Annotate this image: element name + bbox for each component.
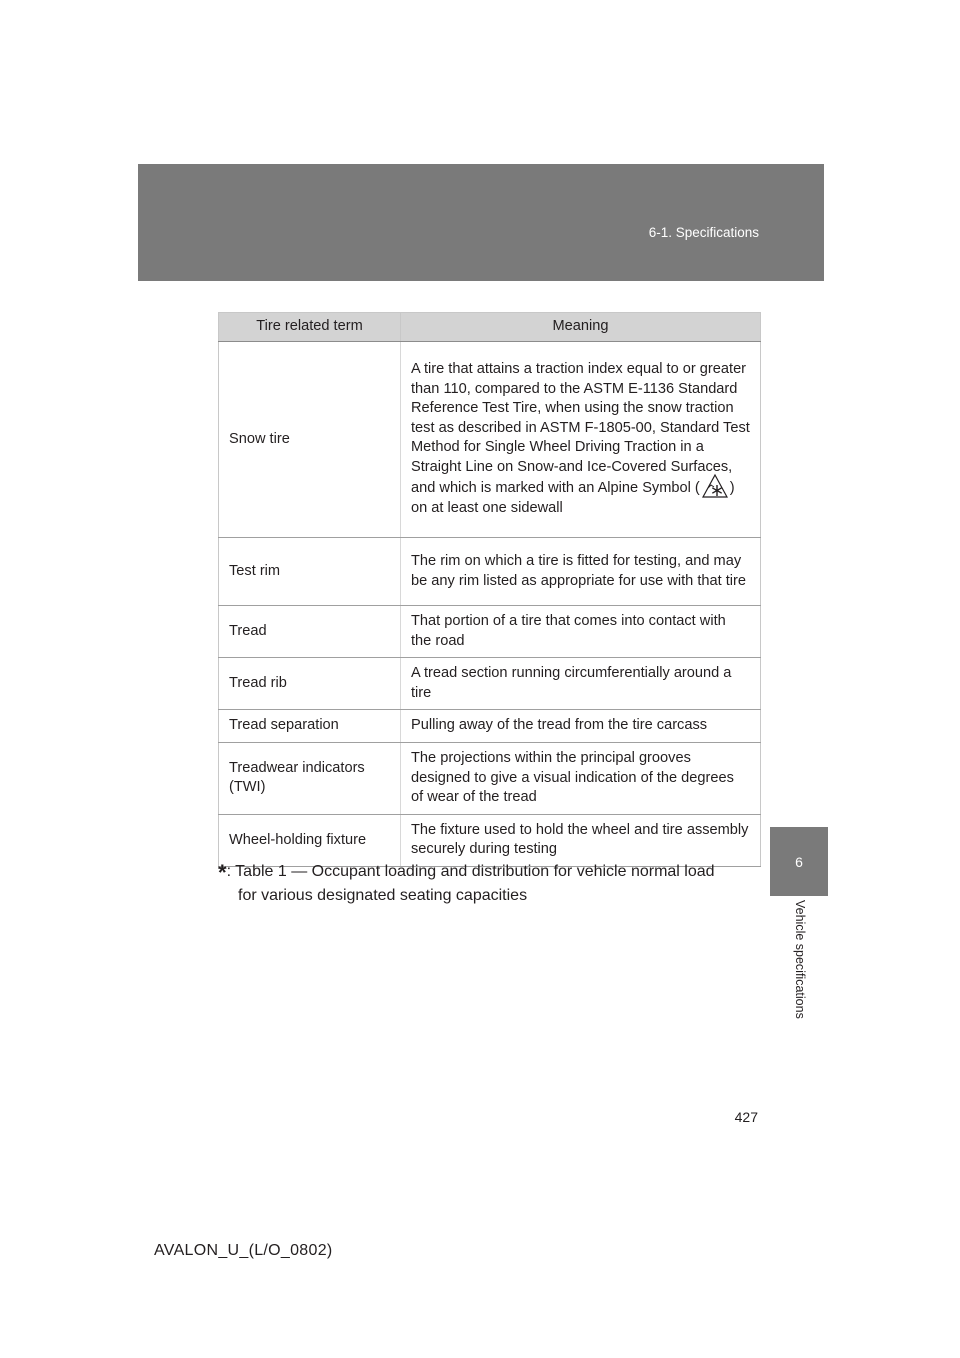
document-id: AVALON_U_(L/O_0802) [154, 1242, 333, 1259]
term-cell: Wheel-holding fixture [219, 814, 401, 866]
meaning-cell: The rim on which a tire is fitted for testing, and may be any rim listed as appropriate for use with that tire [401, 538, 761, 606]
meaning-cell: That portion of a tire that comes into contact with the road [401, 606, 761, 658]
table-row [219, 710, 761, 743]
column-header-term: Tire related term [219, 313, 401, 342]
table-row [219, 658, 761, 710]
footnote-lead: : Table 1 — Occupant loading and distribution for vehicle normal load [226, 863, 715, 880]
chapter-number: 6 [795, 853, 803, 870]
footnote-marker: * [218, 860, 227, 885]
header-band [138, 164, 824, 281]
page-number: 427 [734, 1109, 758, 1125]
meaning-cell [401, 342, 761, 538]
term-cell: Tread separation [219, 710, 401, 743]
table-header-row [219, 313, 761, 342]
term-cell: Tread [219, 606, 401, 658]
chapter-tab [770, 827, 828, 896]
footnote-continuation: for various designated seating capacities [238, 887, 528, 904]
meaning-text-end: ) on at least one sidewall [411, 480, 735, 517]
term-cell: Test rim [219, 538, 401, 606]
tire-terms-table [218, 312, 761, 867]
footnote [218, 860, 758, 907]
section-title: 6-1. Specifications [648, 225, 759, 240]
table-row [219, 814, 761, 866]
term-cell: Snow tire [219, 342, 401, 538]
chapter-label: Vehicle specifications [793, 900, 807, 1019]
column-header-meaning: Meaning [401, 313, 761, 342]
table-row [219, 342, 761, 538]
term-cell: Tread rib [219, 658, 401, 710]
meaning-text: A tire that attains a traction index equal to or greater than 110, compared to the ASTM E-1136 Standard Reference Test Tire, when using the snow traction test as described in ASTM F-1805-00, Standard Test Method for Single Wheel Driving Traction in a Straight Line on Snow-and Ice-Covered Surfaces, and which is marked with an Alpine Symbol ( [411, 360, 750, 497]
meaning-cell: A tread section running circumferentially around a tire [401, 658, 761, 710]
meaning-cell: The projections within the principal grooves designed to give a visual indication of the degrees of wear of the tread [401, 742, 761, 814]
table-row [219, 742, 761, 814]
alpine-snowflake-mountain-icon [702, 473, 728, 499]
table-row [219, 538, 761, 606]
term-cell: Treadwear indicators (TWI) [219, 742, 401, 814]
meaning-cell: Pulling away of the tread from the tire carcass [401, 710, 761, 743]
meaning-cell: The fixture used to hold the wheel and tire assembly securely during testing [401, 814, 761, 866]
table-row [219, 606, 761, 658]
